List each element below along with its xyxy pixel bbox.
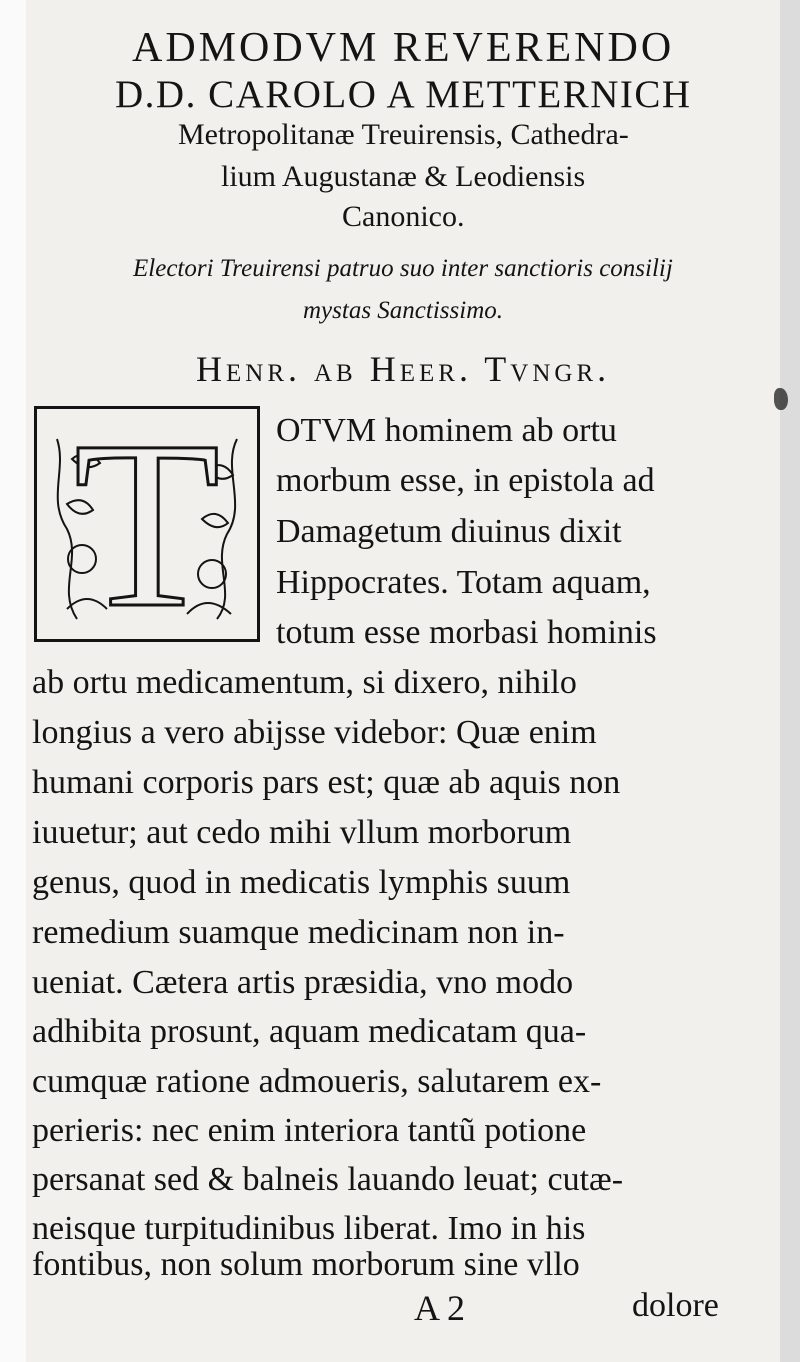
heading-line-5: Canonico. (342, 200, 465, 233)
body-line-16: persanat sed & balneis lauando leuat; cutæ- (32, 1161, 624, 1198)
body-line-11: remedium suamque medicinam non in- (32, 914, 565, 951)
body-line-10: genus, quod in medicatis lymphis suum (32, 864, 571, 901)
body-line-15: perieris: nec enim interiora tantũ potione (32, 1112, 587, 1149)
dedication-line-2: mystas Sanctissimo. (303, 297, 503, 324)
author-line: Henr. ab Heer. Tvngr. (196, 349, 611, 389)
heading-line-1: ADMODVM REVERENDO (132, 25, 675, 71)
heading-line-3: Metropolitanæ Treuirensis, Cathedra- (178, 118, 629, 151)
body-line-13: adhibita prosunt, aquam medicatam qua- (32, 1013, 587, 1050)
body-line-7: longius a vero abijsse videbor: Quæ enim (32, 714, 597, 751)
dedication-line-1: Electori Treuirensi patruo suo inter sanctioris consilij (133, 255, 673, 282)
body-line-3: Damagetum diuinus dixit (276, 513, 622, 550)
ink-blot (774, 388, 788, 410)
body-line-2: morbum esse, in epistola ad (276, 462, 655, 499)
body-line-9: iuuetur; aut cedo mihi vllum morborum (32, 814, 572, 851)
decorated-initial (34, 391, 260, 657)
catchword: dolore (632, 1287, 719, 1324)
body-line-5: totum esse morbasi hominis (276, 614, 657, 651)
body-line-6: ab ortu medicamentum, si dixero, nihilo (32, 664, 577, 701)
body-line-14: cumquæ ratione admoueris, salutarem ex- (32, 1063, 602, 1100)
page-left-margin (0, 0, 26, 1362)
page-right-edge (780, 0, 800, 1362)
body-line-18: fontibus, non solum morborum sine vllo (32, 1246, 580, 1283)
body-line-17: neisque turpitudinibus liberat. Imo in his (32, 1210, 586, 1247)
heading-line-2: D.D. CAROLO A METTERNICH (115, 73, 692, 116)
body-line-4: Hippocrates. Totam aquam, (276, 564, 651, 601)
signature-mark: A 2 (414, 1288, 466, 1328)
dropcap-letter: T (73, 391, 221, 657)
heading-line-4: lium Augustanæ & Leodiensis (221, 160, 586, 193)
body-line-12: ueniat. Cætera artis præsidia, vno modo (32, 964, 574, 1001)
body-line-1: OTVM hominem ab ortu (276, 412, 617, 449)
body-line-8: humani corporis pars est; quæ ab aquis non (32, 764, 621, 801)
